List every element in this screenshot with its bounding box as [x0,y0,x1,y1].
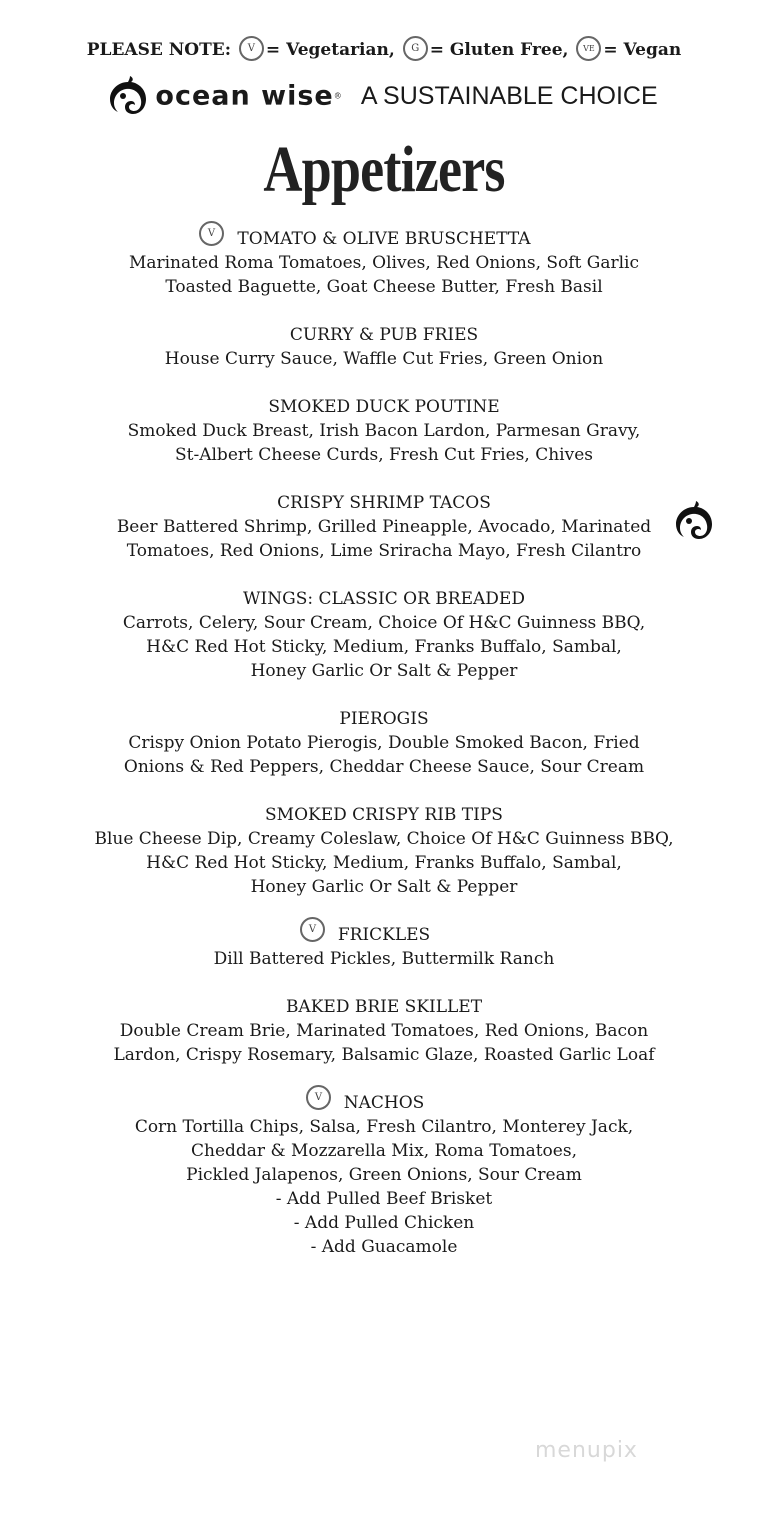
gluten-free-badge-icon: G [403,36,428,61]
menu-item-name [0,923,768,947]
vegetarian-badge-icon: V [306,1085,331,1110]
menu-item-description: Double Cream Brie, Marinated Tomatoes, Red Onions, Bacon [119,1021,649,1041]
menu-item-description: Tomatoes, Red Onions, Lime Sriracha Mayo, Fresh Cilantro [126,541,642,561]
menu-item-description: Lardon, Crispy Rosemary, Balsamic Glaze, Roasted Garlic Loaf [113,1045,655,1065]
menu-item-name [0,491,768,515]
menu-item-description: Carrots, Celery, Sour Cream, Choice Of H&C Guinness BBQ, [122,613,646,633]
item-name-text: WINGS: CLASSIC OR BREADED [243,589,525,609]
vegan-badge-icon: VE [576,36,601,61]
vegetarian-badge-icon: V [239,36,264,61]
menu-item-description: - Add Pulled Beef Brisket [275,1189,493,1209]
menu-item-description: H&C Red Hot Sticky, Medium, Franks Buffalo, Sambal, [146,853,622,873]
vegan-label: = Vegan [603,40,682,60]
item-name-text: SMOKED CRISPY RIB TIPS [265,805,503,825]
menu-item [0,995,768,1067]
item-name-text: SMOKED DUCK POUTINE [268,397,500,417]
menu-item-name [0,323,768,347]
item-name-text: NACHOS [343,1093,425,1113]
item-name-text: FRICKLES [337,925,431,945]
ocean-wise-fish-icon [110,72,150,120]
legend-prefix: PLEASE NOTE: [86,40,231,60]
watermark: menupix [535,1438,638,1463]
menu-item-description: Honey Garlic Or Salt & Pepper [250,661,518,681]
registered-mark: ® [333,91,342,101]
menu-item-description: Smoked Duck Breast, Irish Bacon Lardon, Parmesan Gravy, [127,421,641,441]
menu-item-name [0,587,768,611]
menu-item-description: H&C Red Hot Sticky, Medium, Franks Buffalo, Sambal, [146,637,622,657]
menu-item-description: Blue Cheese Dip, Creamy Coleslaw, Choice Of H&C Guinness BBQ, [94,829,674,849]
menu-item-description: Cheddar & Mozzarella Mix, Roma Tomatoes, [191,1141,577,1161]
item-name-text: CRISPY SHRIMP TACOS [277,493,491,513]
menu-item-description: Crispy Onion Potato Pierogis, Double Smoked Bacon, Fried [128,733,640,753]
menu-item-description: Toasted Baguette, Goat Cheese Butter, Fresh Basil [165,277,603,297]
item-name-text: PIEROGIS [339,709,429,729]
menu-item-name [0,707,768,731]
menu-item-description: - Add Pulled Chicken [293,1213,475,1233]
menu-item-description: Marinated Roma Tomatoes, Olives, Red Onions, Soft Garlic [128,253,640,273]
ocean-wise-banner [0,72,768,120]
menu-item-description: Honey Garlic Or Salt & Pepper [250,877,518,897]
menu-item [0,587,768,683]
menu-item-description: Onions & Red Peppers, Cheddar Cheese Sauce, Sour Cream [123,757,645,777]
item-name-text: BAKED BRIE SKILLET [285,997,483,1017]
menu-item [0,227,768,299]
gluten-free-label: = Gluten Free, [429,40,569,60]
menu-item [0,707,768,779]
menu-item [0,323,768,371]
menu-item [0,1091,768,1259]
menu-item-description: Corn Tortilla Chips, Salsa, Fresh Cilantro, Monterey Jack, [134,1117,634,1137]
ocean-wise-logo-text: ocean wise [155,80,334,112]
menu-item [0,491,768,563]
menu-item [0,803,768,899]
menu-item-name [0,1091,768,1115]
menu-item [0,395,768,467]
menu-item [0,923,768,971]
vegetarian-badge-icon: V [300,917,325,942]
vegetarian-label: = Vegetarian, [265,40,395,60]
menu-items [0,227,768,1283]
dietary-legend [0,38,768,63]
menu-item-description: House Curry Sauce, Waffle Cut Fries, Green Onion [164,349,604,369]
menu-item-name [0,803,768,827]
menu-item-description: St-Albert Cheese Curds, Fresh Cut Fries, Chives [175,445,593,465]
menu-item-name [0,395,768,419]
section-title: Appetizers [263,133,505,206]
menu-item-description: Pickled Jalapenos, Green Onions, Sour Cream [186,1165,582,1185]
menu-item-description: Dill Battered Pickles, Buttermilk Ranch [213,949,555,969]
menu-item-description: - Add Guacamole [310,1237,458,1257]
item-name-text: TOMATO & OLIVE BRUSCHETTA [237,229,531,249]
menu-item-description: Beer Battered Shrimp, Grilled Pineapple, Avocado, Marinated [116,517,652,537]
ocean-wise-fish-icon [676,496,716,546]
vegetarian-badge-icon: V [199,221,224,246]
item-name-text: CURRY & PUB FRIES [289,325,479,345]
ocean-wise-tagline: A SUSTAINABLE CHOICE [360,81,658,110]
menu-item-name [0,227,768,251]
menu-item-name [0,995,768,1019]
